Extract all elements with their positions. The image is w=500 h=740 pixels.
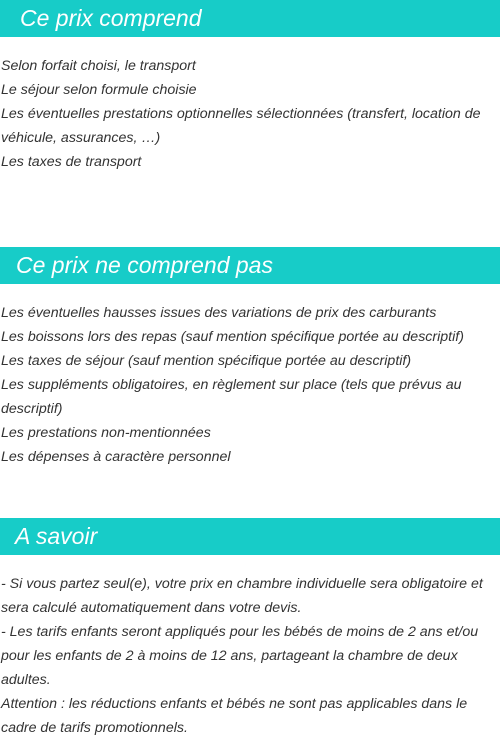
included-list	[1, 54, 500, 174]
section-title-not-included: Ce prix ne comprend pas	[0, 247, 500, 284]
list-item: - Si vous partez seul(e), votre prix en chambre individuelle sera obligatoire et sera calculé automatiquement dans votre devis.	[1, 576, 483, 616]
list-item: - Les tarifs enfants seront appliqués pour les bébés de moins de 2 ans et/ou pour les enfants de 2 à moins de 12 ans, partageant la chambre de deux adultes.	[1, 624, 479, 688]
list-item: Les suppléments obligatoires, en règlement sur place (tels que prévus au descriptif)	[1, 377, 462, 417]
list-item: Les taxes de séjour (sauf mention spécifique portée au descriptif)	[1, 353, 412, 369]
list-item: Les prestations non-mentionnées	[1, 425, 211, 441]
not-included-list	[1, 301, 500, 469]
list-item: Les dépenses à caractère personnel	[1, 449, 231, 465]
list-item: Attention : les réductions enfants et bébés ne sont pas applicables dans le cadre de tarifs promotionnels.	[1, 696, 468, 736]
section-title-included: Ce prix comprend	[0, 0, 500, 37]
list-item: Les éventuelles hausses issues des variations de prix des carburants	[1, 305, 437, 321]
list-item: Les taxes de transport	[1, 154, 142, 170]
list-item: Le séjour selon formule choisie	[1, 82, 197, 98]
list-item: Les boissons lors des repas (sauf mention spécifique portée au descriptif)	[1, 329, 464, 345]
section-title-good-to-know: A savoir	[0, 518, 500, 555]
list-item: Selon forfait choisi, le transport	[1, 58, 196, 74]
list-item: Les éventuelles prestations optionnelles sélectionnées (transfert, location de véhicule, assurances, …)	[1, 106, 481, 146]
